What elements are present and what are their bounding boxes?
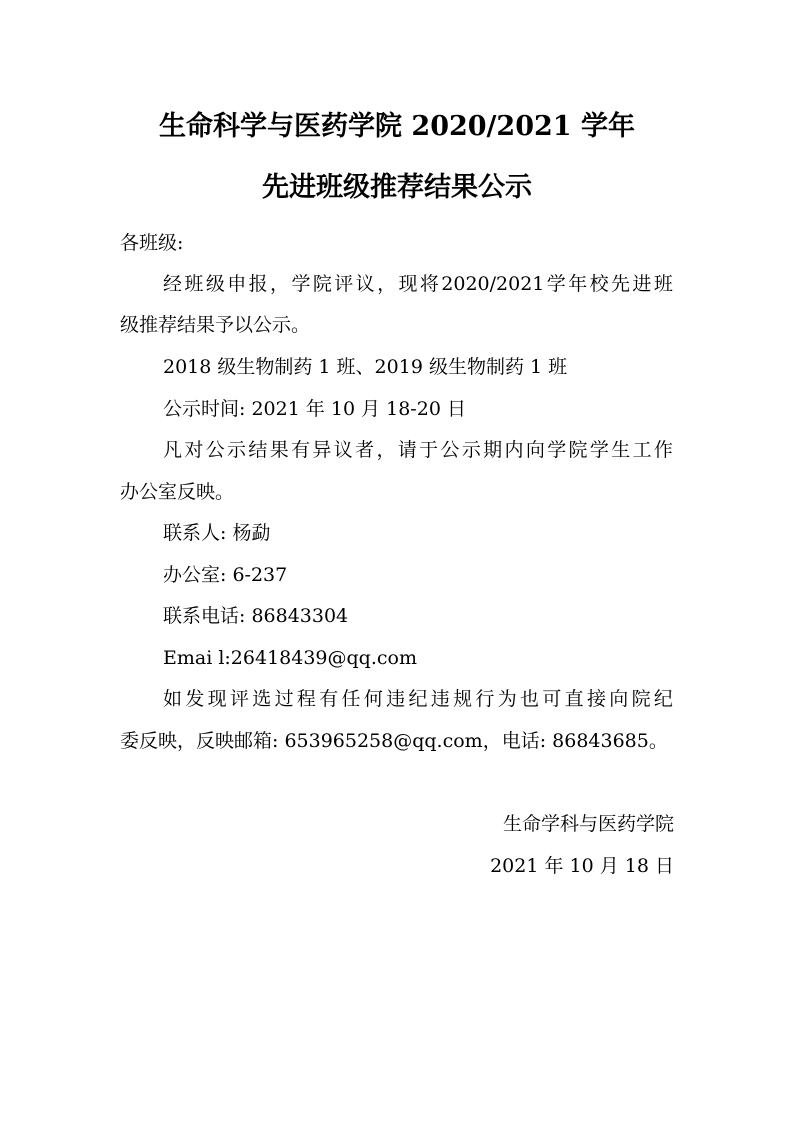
page-title: 生命科学与医药学院 2020/2021 学年 [159,111,635,142]
contact-person: 联系人: 杨勐 [163,522,271,544]
objection-line-1: 凡 对 公 示 结 果 有 异 议 者 ， 请 于 公 示 期 内 向 学 院 学 生 工 作 [163,439,673,461]
signature-organization: 生命学科与医药学院 [502,813,674,835]
publicity-period: 公示时间: 2021 年 10 月 18-20 日 [163,398,466,420]
report-line-1: 如 发 现 评 选 过 程 有 任 何 违 纪 违 规 行 为 也 可 直 接 向 院 纪 [163,688,673,710]
office-room: 办公室: 6-237 [163,564,288,586]
salutation: 各班级: [120,232,184,254]
signature-date: 2021 年 10 月 18 日 [490,855,674,877]
contact-email: Emai l:26418439@qq.com [163,647,417,669]
report-line-2: 委反映，反映邮箱: 653965258@qq.com，电话: 86843685。 [120,730,668,752]
paragraph-intro-line-2: 级推荐结果予以公示。 [120,314,311,336]
contact-phone: 联系电话: 86843304 [163,605,349,627]
recommended-classes: 2018 级生物制药 1 班、2019 级生物制药 1 班 [163,356,568,378]
paragraph-intro-line-1: 经 班 级 申 报 ， 学 院 评 议 ， 现 将 2020/2021 学 年 校 先 进 班 [163,273,673,295]
objection-line-2: 办公室反映。 [120,481,235,503]
page-subtitle: 先进班级推荐结果公示 [262,172,532,203]
